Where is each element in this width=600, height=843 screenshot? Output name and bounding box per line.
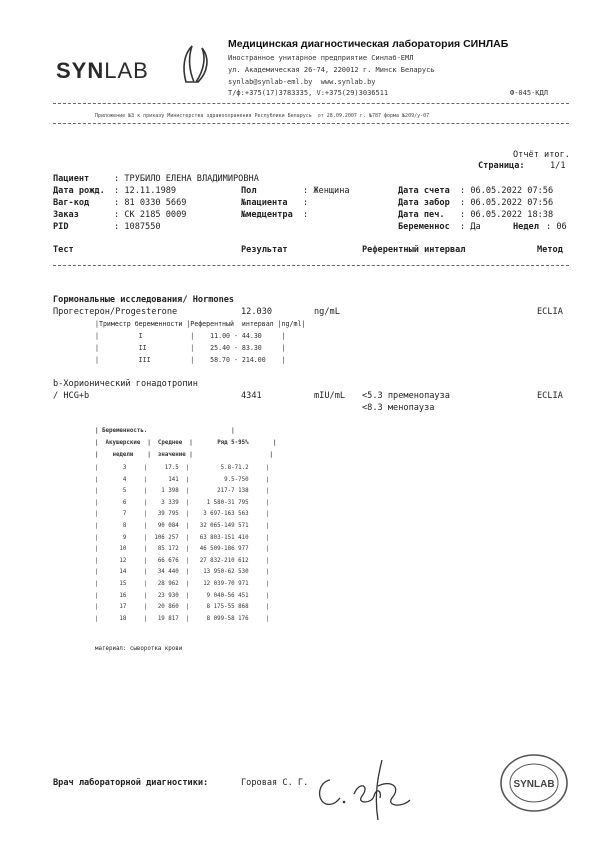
page-label: Страница: bbox=[478, 161, 525, 171]
col-result: Результат bbox=[241, 245, 288, 255]
header-line-1: Иностранное унитарное предприятие Синлаб-ЕМЛ bbox=[228, 54, 414, 62]
progesterone-value: 12.030 bbox=[241, 307, 273, 317]
sex-value: Женщина bbox=[313, 186, 350, 196]
lab-title: Медицинская диагностическая лаборатория СИНЛАБ bbox=[228, 38, 509, 50]
pid-value: 1087550 bbox=[124, 222, 161, 232]
divider bbox=[53, 103, 569, 104]
dob-value: 12.11.1989 bbox=[124, 186, 177, 196]
pid-label: PID bbox=[53, 222, 69, 232]
hcg-name-1: b-Хорионический гонадотропин bbox=[53, 379, 198, 389]
hcg-table-row: | 6 | 3 339 | 1 580-31 795 | bbox=[95, 499, 270, 506]
material-note: материал: сыворотка крови bbox=[95, 646, 183, 652]
col-test: Тест bbox=[53, 245, 74, 255]
report-title: Отчёт итог. bbox=[513, 150, 570, 160]
page-value: 1/1 bbox=[550, 161, 566, 171]
barcode-label: Ваг-код bbox=[53, 198, 90, 208]
signature bbox=[312, 756, 422, 836]
hcg-table-row: | 5 | 1 398 | 217-7 138 | bbox=[95, 488, 270, 495]
hcg-table-row: | 8 | 90 084 | 32 065-149 571 | bbox=[95, 523, 270, 529]
order-label: Заказ bbox=[53, 210, 79, 220]
progesterone-row: | II | 25.40 - 83.30 | bbox=[95, 344, 286, 352]
hcg-name-2: / HCG+b bbox=[53, 391, 90, 401]
col-method: Метод bbox=[537, 245, 563, 255]
hcg-table-row: | 16 | 23 930 | 9 040-56 451 | bbox=[95, 592, 270, 599]
hcg-table-row: | 14 | 34 440 | 13 950-62 530 | bbox=[95, 569, 270, 576]
medcenter-label: №медцентра bbox=[241, 210, 293, 220]
svg-text:SYNLAB: SYNLAB bbox=[513, 779, 555, 790]
dob-label: Дата рожд. bbox=[53, 186, 105, 196]
col-ref: Референтный интервал bbox=[362, 245, 466, 255]
hcg-table-head: | Беременность. | bbox=[95, 428, 235, 434]
sex-label: Пол bbox=[241, 186, 257, 196]
hcg-table-row: | 17 | 20 860 | 8 175-55 868 | bbox=[95, 604, 270, 611]
progesterone-table-head: |Триместр беременности |Референтный интервал |ng/ml| bbox=[95, 320, 306, 328]
progesterone-unit: ng/mL bbox=[314, 307, 340, 317]
patient-no-label: №пациента bbox=[241, 198, 288, 208]
order-note: Приложение №3 к приказу Министерства здравоохранения Республики Беларусь от 28.09.2007 г. №787 форма №209/у-07 bbox=[95, 113, 430, 119]
patient-label: Пациент bbox=[53, 174, 90, 184]
invoice-date-label: Дата счета bbox=[398, 186, 450, 196]
hcg-table-row: | 9 | 106 257 | 63 803-151 410 | bbox=[95, 534, 270, 541]
hcg-table-row: | 10 | 85 172 | 46 509-186 977 | bbox=[95, 546, 270, 553]
invoice-date-value: 06.05.2022 07:56 bbox=[470, 186, 554, 196]
hcg-table-row: | 12 | 66 676 | 27 832-210 612 | bbox=[95, 557, 270, 564]
print-date-label: Дата печ. bbox=[398, 210, 445, 220]
progesterone-row: | I | 11.00 - 44.30 | bbox=[95, 332, 286, 340]
section-title: Гормональные исследования/ Hormones bbox=[53, 295, 235, 305]
hcg-unit: mIU/mL bbox=[314, 391, 346, 401]
synlab-logo: SYNLAB bbox=[56, 58, 149, 83]
synlab-leaf-icon bbox=[180, 44, 210, 84]
doctor-name: Горовая С. Г. bbox=[241, 778, 309, 788]
barcode-value: 81 0330 5669 bbox=[124, 198, 187, 208]
print-date-value: 06.05.2022 18:38 bbox=[470, 210, 554, 220]
hcg-method: ECLIA bbox=[537, 391, 563, 401]
hcg-table-row: | 7 | 39 795 | 3 697-163 563 | bbox=[95, 511, 270, 518]
pregnancy-label: Беременнос bbox=[398, 222, 450, 232]
progesterone-method: ECLIA bbox=[537, 307, 563, 317]
progesterone-name: Прогестерон/Progesterone bbox=[53, 307, 178, 317]
sample-date-label: Дата забор bbox=[398, 198, 450, 208]
doctor-label: Врач лабораторной диагностики: bbox=[53, 778, 209, 788]
hcg-value: 4341 bbox=[241, 391, 262, 401]
lab-stamp bbox=[498, 752, 570, 814]
header-line-2: ул. Академическая 26-74, 220012 г. Минск Беларусь bbox=[228, 66, 435, 74]
pregnancy-value: Да bbox=[470, 222, 481, 232]
hcg-ref-1: <5.3 пременопауза bbox=[362, 391, 450, 401]
header-line-3: synlab@synlab-eml.by www.synlab.by bbox=[228, 78, 376, 86]
hcg-ref-2: <8.3 менопауза bbox=[362, 403, 435, 413]
hcg-table-row: | 4 | 141 | 9.5-750 | bbox=[95, 476, 270, 483]
divider bbox=[53, 123, 569, 124]
hcg-table-row: | 15 | 28 962 | 12 039-70 971 | bbox=[95, 581, 270, 587]
header-line-4: Т/ф:+375(17)3783335, V:+375(29)3036511 bbox=[228, 89, 389, 97]
hcg-table-head: | Акушерские | Среднее | Ряд 5-95% | bbox=[95, 440, 277, 446]
hcg-table-row: | 18 | 19 817 | 8 099-58 176 | bbox=[95, 615, 270, 622]
order-value: СК 2185 0009 bbox=[124, 210, 187, 220]
patient-name: ТРУБИЛО ЕЛЕНА ВЛАДИМИРОВНА bbox=[124, 174, 259, 184]
weeks-value: 06 bbox=[556, 222, 567, 232]
sample-date-value: 06.05.2022 07:56 bbox=[470, 198, 554, 208]
hcg-table-head: | недели | значение | | bbox=[95, 452, 274, 458]
hcg-table-row: | 3 | 17.5 | 5.8-71.2 | bbox=[95, 465, 270, 471]
divider bbox=[53, 265, 569, 266]
weeks-label: Недел bbox=[513, 222, 539, 232]
progesterone-row: | III | 58.70 - 214.00 | bbox=[95, 356, 286, 364]
form-code: Ф-045-КДЛ bbox=[510, 89, 548, 97]
